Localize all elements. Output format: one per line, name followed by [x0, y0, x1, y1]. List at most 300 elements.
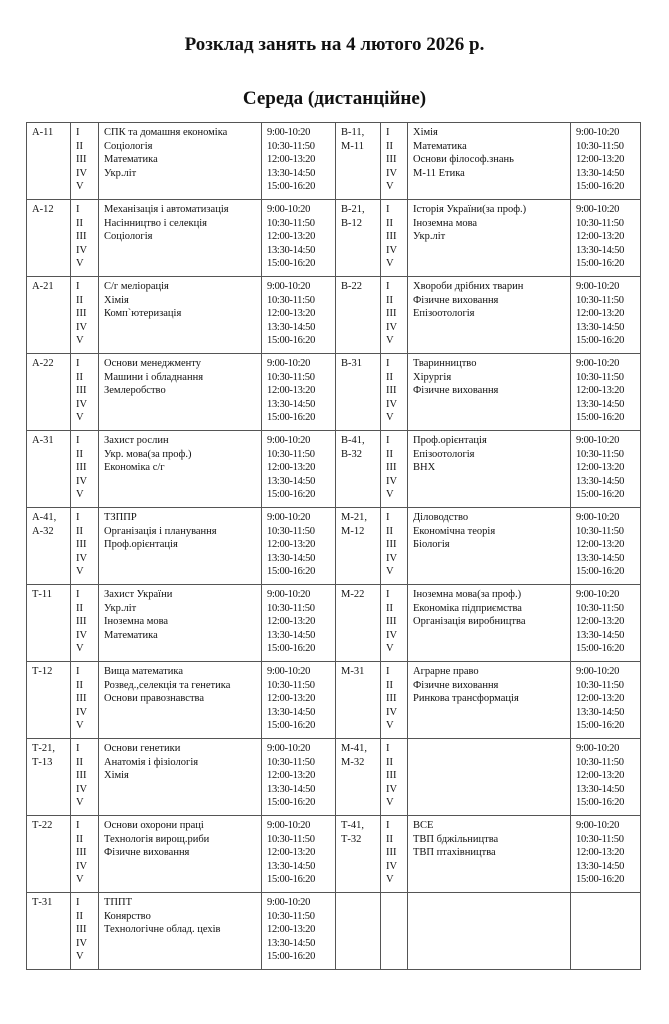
subject-name: С/г меліорація [104, 281, 169, 292]
subject-name: Проф.орієнтація [104, 539, 178, 550]
subject-name: Фізичне виховання [104, 847, 190, 858]
pair-time: 15:00-16:20 [267, 797, 316, 808]
subjects-cell [408, 739, 571, 816]
pair-number-cell [381, 508, 408, 585]
group-label: Т-32 [341, 833, 362, 845]
pair-time: 9:00-10:20 [267, 512, 311, 523]
pair-number: IV [386, 629, 398, 641]
pair-number: V [386, 643, 394, 654]
pair-time: 9:00-10:20 [576, 512, 620, 523]
subject-name: Епізоотологія [413, 448, 475, 460]
pair-number: I [386, 435, 390, 446]
subject-name: ВСЕ [413, 820, 434, 831]
subject-name: Укр. мова(за проф.) [104, 448, 192, 460]
pair-time: 9:00-10:20 [576, 281, 620, 292]
subject-name: Основи менеджменту [104, 358, 201, 369]
day-subtitle: Середа (дистанційне) [242, 88, 427, 109]
pair-number: II [386, 602, 393, 614]
pair-number: IV [386, 475, 398, 487]
subject-name: Математика [104, 629, 158, 641]
times-cell [262, 585, 336, 662]
pair-number: IV [76, 937, 88, 949]
pair-number-cell [381, 354, 408, 431]
schedule-row [27, 662, 641, 739]
group-label: А-31 [32, 435, 54, 446]
subject-name: Епізоотологія [413, 308, 475, 319]
pair-time: 10:30-11:50 [576, 294, 624, 306]
subject-name: Захист рослин [104, 435, 169, 446]
group-label: М-31 [341, 666, 365, 677]
pair-number: I [386, 281, 390, 292]
subject-name: Економічна теорія [413, 525, 496, 537]
subject-name: Проф.орієнтація [413, 435, 487, 446]
pair-number: III [76, 539, 87, 550]
pair-time: 12:00-13:20 [267, 539, 316, 550]
pair-time: 12:00-13:20 [267, 462, 316, 473]
subjects-cell [408, 508, 571, 585]
pair-number: IV [386, 167, 398, 179]
subject-name: СПК та домашня економіка [104, 127, 228, 138]
subject-name: Основи правознавства [104, 693, 205, 704]
subject-name: Основи генетики [104, 743, 181, 754]
subjects-cell [99, 662, 262, 739]
subject-name: Розвед.,селекція та генетика [104, 679, 231, 691]
subjects-cell [408, 123, 571, 200]
pair-number: I [386, 512, 390, 523]
subject-name: Основи охорони праці [104, 820, 204, 831]
subject-name: Іноземна мова [413, 217, 478, 229]
pair-time: 13:30-14:50 [267, 937, 316, 949]
pair-time: 12:00-13:20 [576, 616, 625, 627]
pair-number: III [76, 847, 87, 858]
subject-name: Хімія [104, 770, 129, 781]
schedule-row [27, 508, 641, 585]
pair-number: V [76, 951, 84, 962]
subjects-cell [408, 662, 571, 739]
pair-time: 15:00-16:20 [576, 258, 625, 269]
schedule-body [27, 123, 641, 970]
group-label: М-22 [341, 589, 365, 600]
pair-number: I [386, 204, 390, 215]
pair-time: 9:00-10:20 [576, 127, 620, 138]
subject-name: Основи філософ.знань [413, 154, 514, 165]
pair-time: 9:00-10:20 [267, 820, 311, 831]
pair-number: III [76, 924, 87, 935]
pair-number: V [76, 412, 84, 423]
subject-name: Анатомія і фізіологія [104, 756, 199, 768]
pair-number: V [386, 489, 394, 500]
pair-number: III [386, 616, 397, 627]
pair-time: 15:00-16:20 [576, 874, 625, 885]
subject-name: Фізичне виховання [413, 679, 499, 691]
pair-time: 9:00-10:20 [576, 820, 620, 831]
pair-number: I [386, 820, 390, 831]
pair-number: I [76, 666, 80, 677]
pair-time: 13:30-14:50 [267, 321, 316, 333]
pair-time: 15:00-16:20 [267, 951, 316, 962]
pair-number: III [386, 231, 397, 242]
pair-time: 15:00-16:20 [576, 335, 625, 346]
pair-time: 13:30-14:50 [576, 321, 625, 333]
pair-time: 15:00-16:20 [576, 643, 625, 654]
pair-time: 9:00-10:20 [267, 127, 311, 138]
pair-time: 15:00-16:20 [267, 720, 316, 731]
group-cell [336, 585, 381, 662]
pair-number: IV [76, 706, 88, 718]
pair-number: II [76, 833, 83, 845]
pair-time: 9:00-10:20 [576, 666, 620, 677]
subjects-cell [408, 816, 571, 893]
pair-time: 10:30-11:50 [576, 371, 624, 383]
pair-number: V [76, 181, 84, 192]
subjects-cell [99, 585, 262, 662]
pair-number: I [76, 820, 80, 831]
group-label: В-22 [341, 281, 362, 292]
pair-time: 15:00-16:20 [267, 335, 316, 346]
group-cell [336, 816, 381, 893]
pair-number-cell [71, 431, 99, 508]
pair-time: 13:30-14:50 [267, 475, 316, 487]
pair-time: 10:30-11:50 [576, 756, 624, 768]
group-label: М-21, [341, 512, 367, 523]
pair-number: I [386, 358, 390, 369]
subjects-cell [99, 431, 262, 508]
pair-time: 10:30-11:50 [267, 371, 315, 383]
pair-time: 12:00-13:20 [576, 847, 625, 858]
pair-number: IV [76, 629, 88, 641]
pair-number: III [386, 462, 397, 473]
pair-time: 15:00-16:20 [267, 258, 316, 269]
subject-name: Укр.літ [413, 231, 446, 242]
pair-time: 12:00-13:20 [267, 770, 316, 781]
pair-number: IV [76, 244, 88, 256]
pair-number: II [386, 217, 393, 229]
subjects-cell [408, 431, 571, 508]
pair-number: V [76, 720, 84, 731]
pair-time: 10:30-11:50 [267, 833, 315, 845]
subject-name: Механізація і автоматизація [104, 204, 229, 215]
pair-number: II [76, 448, 83, 460]
times-cell [571, 200, 641, 277]
pair-number: I [386, 666, 390, 677]
subject-name: Машини і обладнання [104, 371, 204, 383]
pair-number: V [76, 643, 84, 654]
pair-number: II [76, 140, 83, 152]
group-label: Т-13 [32, 756, 53, 768]
pair-time: 9:00-10:20 [267, 358, 311, 369]
subject-name: Біологія [413, 539, 450, 550]
pair-number-cell [381, 662, 408, 739]
group-cell [336, 508, 381, 585]
subject-name: Математика [413, 140, 467, 152]
subjects-cell [99, 893, 262, 970]
pair-time: 9:00-10:20 [576, 435, 620, 446]
subject-name: Укр.літ [104, 167, 137, 179]
times-cell [571, 816, 641, 893]
pair-time: 10:30-11:50 [576, 217, 624, 229]
pair-number: IV [386, 783, 398, 795]
schedule-row [27, 354, 641, 431]
group-cell [27, 431, 71, 508]
pair-time: 15:00-16:20 [576, 797, 625, 808]
pair-time: 10:30-11:50 [267, 140, 315, 152]
subjects-cell [99, 508, 262, 585]
pair-time: 10:30-11:50 [576, 525, 624, 537]
pair-number-cell [381, 200, 408, 277]
pair-number: III [386, 847, 397, 858]
pair-number: II [386, 140, 393, 152]
pair-number: II [76, 679, 83, 691]
subject-name: ВНХ [413, 462, 436, 473]
pair-time: 15:00-16:20 [576, 720, 625, 731]
times-cell [571, 585, 641, 662]
pair-time: 13:30-14:50 [576, 783, 625, 795]
pair-number: I [386, 127, 390, 138]
pair-time: 13:30-14:50 [576, 552, 625, 564]
pair-number: V [76, 258, 84, 269]
pair-time: 13:30-14:50 [267, 244, 316, 256]
pair-time: 10:30-11:50 [576, 833, 624, 845]
subject-name: ТВП бджільництва [413, 833, 499, 845]
group-cell [27, 816, 71, 893]
times-cell [262, 816, 336, 893]
pair-number: V [386, 412, 394, 423]
pair-time: 10:30-11:50 [267, 910, 315, 922]
pair-number-cell [381, 277, 408, 354]
pair-time: 13:30-14:50 [576, 167, 625, 179]
subjects-cell [99, 123, 262, 200]
times-cell [262, 662, 336, 739]
pair-time: 9:00-10:20 [267, 897, 311, 908]
pair-number: I [76, 127, 80, 138]
subjects-cell [408, 585, 571, 662]
times-cell [262, 277, 336, 354]
pair-number: II [76, 756, 83, 768]
pair-time: 12:00-13:20 [576, 385, 625, 396]
pair-number: II [76, 371, 83, 383]
times-cell [571, 277, 641, 354]
subject-name: Організація і планування [104, 525, 217, 537]
group-label: А-22 [32, 358, 54, 369]
pair-time: 10:30-11:50 [267, 294, 315, 306]
subject-name: Укр.літ [104, 602, 137, 614]
subjects-cell [408, 200, 571, 277]
group-label: А-21 [32, 281, 54, 292]
times-cell [571, 893, 641, 970]
pair-number: V [386, 797, 394, 808]
schedule-row [27, 893, 641, 970]
pair-number: IV [386, 860, 398, 872]
pair-number: I [76, 743, 80, 754]
times-cell [571, 354, 641, 431]
pair-number: II [386, 448, 393, 460]
times-cell [262, 893, 336, 970]
pair-number: V [386, 181, 394, 192]
pair-number: III [76, 154, 87, 165]
schedule-row [27, 739, 641, 816]
pair-time: 15:00-16:20 [267, 489, 316, 500]
group-label: А-41, [32, 512, 57, 523]
times-cell [262, 739, 336, 816]
schedule-row [27, 200, 641, 277]
group-label: А-12 [32, 204, 54, 215]
subject-name: Хімія [413, 127, 438, 138]
group-label: В-21, [341, 204, 365, 215]
pair-number: III [386, 539, 397, 550]
subjects-cell [99, 277, 262, 354]
pair-number: III [76, 385, 87, 396]
times-cell [571, 508, 641, 585]
subject-name: Організація виробництва [413, 616, 526, 627]
pair-time: 9:00-10:20 [267, 435, 311, 446]
pair-number-cell [71, 893, 99, 970]
pair-time: 9:00-10:20 [267, 204, 311, 215]
group-label: Т-21, [32, 743, 56, 754]
pair-time: 15:00-16:20 [267, 874, 316, 885]
pair-time: 10:30-11:50 [267, 602, 315, 614]
group-label: В-31 [341, 358, 362, 369]
group-label: М-12 [341, 525, 365, 537]
pair-time: 12:00-13:20 [267, 231, 316, 242]
pair-time: 10:30-11:50 [267, 448, 315, 460]
pair-number: V [76, 874, 84, 885]
group-cell [27, 200, 71, 277]
pair-time: 10:30-11:50 [576, 448, 624, 460]
pair-time: 9:00-10:20 [267, 743, 311, 754]
group-cell [27, 662, 71, 739]
subjects-cell [99, 354, 262, 431]
pair-number: III [386, 385, 397, 396]
pair-number: I [76, 512, 80, 523]
pair-time: 12:00-13:20 [267, 924, 316, 935]
subject-name: Тваринництво [413, 358, 477, 369]
pair-time: 13:30-14:50 [576, 475, 625, 487]
pair-time: 13:30-14:50 [267, 860, 316, 872]
subjects-cell [408, 893, 571, 970]
pair-number: III [76, 770, 87, 781]
pair-time: 15:00-16:20 [267, 181, 316, 192]
pair-time: 13:30-14:50 [576, 860, 625, 872]
pair-time: 12:00-13:20 [576, 539, 625, 550]
group-cell [27, 585, 71, 662]
pair-number: II [386, 371, 393, 383]
group-label: Т-12 [32, 666, 53, 677]
schedule-row [27, 816, 641, 893]
pair-number-cell [381, 585, 408, 662]
group-cell [336, 739, 381, 816]
pair-time: 13:30-14:50 [267, 552, 316, 564]
pair-number-cell [381, 816, 408, 893]
pair-number: II [76, 294, 83, 306]
pair-time: 9:00-10:20 [267, 666, 311, 677]
pair-time: 9:00-10:20 [267, 281, 311, 292]
pair-time: 9:00-10:20 [576, 204, 620, 215]
subject-name: Математика [104, 154, 158, 165]
times-cell [262, 123, 336, 200]
pair-time: 10:30-11:50 [267, 679, 315, 691]
times-cell [262, 354, 336, 431]
pair-number-cell [71, 123, 99, 200]
group-cell [27, 123, 71, 200]
subject-name: Вища математика [104, 666, 183, 677]
schedule-row [27, 123, 641, 200]
subject-name: Хімія [104, 294, 129, 306]
pair-number: IV [386, 321, 398, 333]
pair-number: IV [76, 167, 88, 179]
pair-number: I [76, 358, 80, 369]
pair-time: 12:00-13:20 [267, 693, 316, 704]
pair-time: 15:00-16:20 [576, 181, 625, 192]
pair-number-cell [71, 200, 99, 277]
subject-name: ТППТ [104, 897, 132, 908]
pair-time: 13:30-14:50 [267, 629, 316, 641]
pair-time: 12:00-13:20 [576, 231, 625, 242]
pair-number: V [386, 874, 394, 885]
pair-time: 13:30-14:50 [576, 706, 625, 718]
pair-number: III [386, 693, 397, 704]
group-label: А-32 [32, 525, 54, 537]
subject-name: Соціологія [104, 231, 153, 242]
subject-name: Аграрне право [413, 666, 479, 677]
group-cell [336, 662, 381, 739]
subject-name: Конярство [104, 910, 151, 922]
group-cell [27, 354, 71, 431]
pair-number: V [386, 566, 394, 577]
group-label: Т-22 [32, 820, 53, 831]
pair-time: 9:00-10:20 [576, 358, 620, 369]
pair-number: III [386, 308, 397, 319]
subjects-cell [99, 200, 262, 277]
pair-number: III [76, 616, 87, 627]
pair-time: 13:30-14:50 [267, 398, 316, 410]
subjects-cell [408, 277, 571, 354]
group-label: М-11 [341, 140, 364, 152]
pair-time: 15:00-16:20 [267, 566, 316, 577]
subject-name: Землеробство [104, 385, 166, 396]
pair-number: III [76, 231, 87, 242]
pair-number: IV [76, 475, 88, 487]
group-label: А-11 [32, 127, 54, 138]
pair-number: V [386, 720, 394, 731]
pair-number-cell [381, 739, 408, 816]
subject-name: Економіка с/г [104, 462, 165, 473]
group-cell [336, 277, 381, 354]
pair-number: V [76, 489, 84, 500]
pair-number: II [76, 217, 83, 229]
times-cell [571, 123, 641, 200]
times-cell [262, 431, 336, 508]
group-label: М-41, [341, 743, 367, 754]
pair-time: 12:00-13:20 [576, 308, 625, 319]
pair-number: II [386, 294, 393, 306]
pair-time: 12:00-13:20 [576, 770, 625, 781]
pair-number: III [76, 693, 87, 704]
pair-time: 9:00-10:20 [576, 743, 620, 754]
pair-number: V [386, 258, 394, 269]
subject-name: ТВП птахівництва [413, 847, 496, 858]
pair-number: III [76, 308, 87, 319]
pair-number: III [386, 154, 397, 165]
group-label: Т-41, [341, 820, 365, 831]
group-label: Т-11 [32, 589, 53, 600]
pair-number: II [386, 679, 393, 691]
subject-name: Захист України [104, 589, 173, 600]
pair-number: II [76, 525, 83, 537]
group-label: В-32 [341, 448, 362, 460]
pair-number: V [76, 797, 84, 808]
subject-name: ТЗППР [104, 512, 137, 523]
subject-name: Ринкова трансформація [413, 693, 519, 704]
